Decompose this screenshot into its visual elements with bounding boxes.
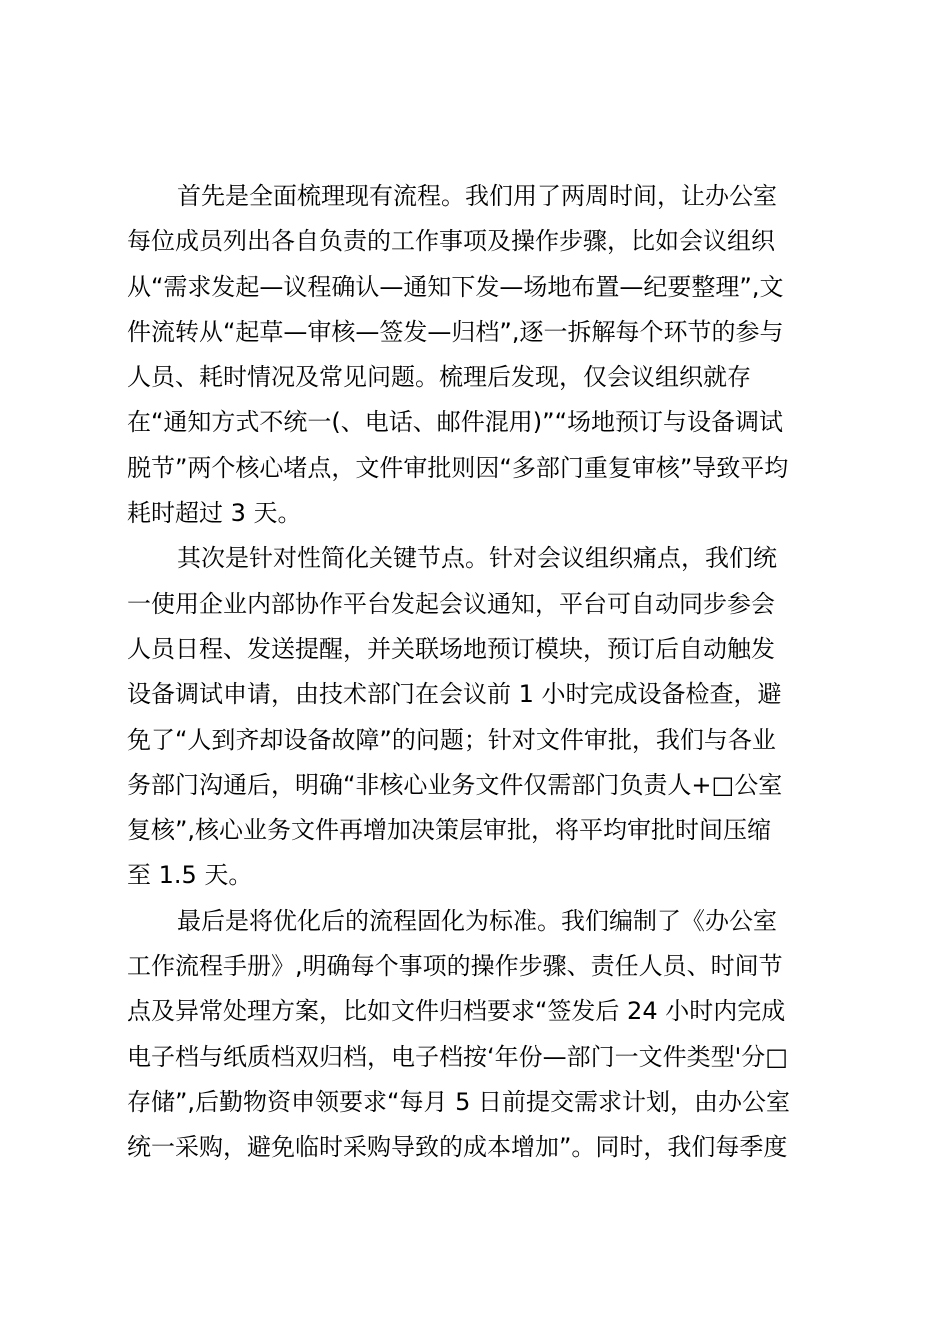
- body-text: [127, 174, 837, 1171]
- paragraph-3-line-1: 最后是将优化后的流程固化为标准。我们编制了《办公室: [177, 906, 777, 935]
- paragraph-2-line-1: 其次是针对性简化关键节点。针对会议组织痛点，我们统: [177, 544, 777, 573]
- paragraph-3-line-4: 电子档与纸质档双归档，电子档按‘年份—部门一文件类型'分□: [127, 1042, 788, 1071]
- paragraph-2-line-5: 免了“人到齐却设备故障”的问题；针对文件审批，我们与各业: [127, 725, 776, 754]
- paragraph-2-line-8: 至 1.5 天。: [127, 861, 253, 890]
- paragraph-1-line-7: 脱节”两个核心堵点，文件审批则因“多部门重复审核”导致平均: [127, 453, 789, 482]
- paragraph-1-line-4: 件流转从“起草—审核—签发—归档”,逐一拆解每个环节的参与: [127, 317, 784, 346]
- paragraph-3-line-2: 工作流程手册》,明确每个事项的操作步骤、责任人员、时间节: [127, 952, 783, 981]
- paragraph-2-line-7: 复核”,核心业务文件再增加决策层审批，将平均审批时间压缩: [127, 816, 772, 845]
- paragraph-2-line-4: 设备调试申请，由技术部门在会议前 1 小时完成设备检查，避: [127, 680, 782, 709]
- paragraph-2-line-6: 务部门沟通后，明确“非核心业务文件仅需部门负责人+□公室: [127, 770, 783, 799]
- paragraph-3-line-3: 点及异常处理方案，比如文件归档要求“签发后 24 小时内完成: [127, 997, 786, 1026]
- paragraph-1-line-8: 耗时超过 3 天。: [127, 499, 302, 528]
- paragraph-3-line-6: 统一采购，避免临时采购导致的成本增加”。同时，我们每季度: [127, 1133, 788, 1162]
- paragraph-3-line-5: 存储”,后勤物资申领要求“每月 5 日前提交需求计划，由办公室: [127, 1087, 791, 1116]
- paragraph-1-line-1: 首先是全面梳理现有流程。我们用了两周时间，让办公室: [177, 182, 777, 210]
- paragraph-2-line-3: 人员日程、发送提醒，并关联场地预订模块，预订后自动触发: [127, 634, 775, 663]
- paragraph-2-line-2: 一使用企业内部协作平台发起会议通知，平台可自动同步参会: [127, 589, 775, 618]
- paragraph-1-line-2: 每位成员列出各自负责的工作事项及操作步骤，比如会议组织: [127, 227, 775, 256]
- paragraph-1-line-6: 在“通知方式不统一(、电话、邮件混用)”“场地预订与设备调试: [127, 408, 784, 437]
- paragraph-1-line-5: 人员、耗时情况及常见问题。梳理后发现，仅会议组织就存: [127, 363, 751, 392]
- paragraph-1-line-3: 从“需求发起—议程确认—通知下发—场地布置—纪要整理”,文: [127, 272, 784, 301]
